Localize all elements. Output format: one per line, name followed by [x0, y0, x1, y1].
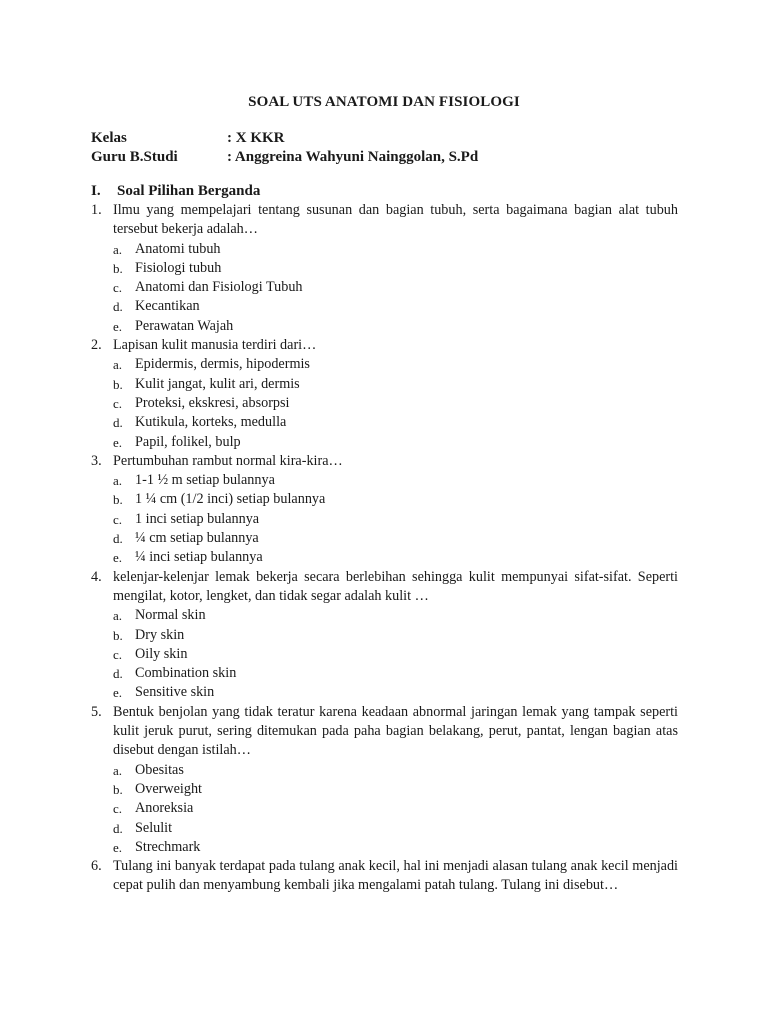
option-text: Papil, folikel, bulp — [135, 433, 241, 450]
question-text: Ilmu yang mempelajari tentang susunan dan bagian tubuh, serta bagaimana bagian alat tubuh tersebut bekerja adalah… — [113, 202, 678, 238]
option-text: 1 inci setiap bulannya — [135, 510, 260, 527]
option-text: Obesitas — [135, 761, 184, 778]
option-text: Perawatan Wajah — [135, 317, 234, 334]
option-letter: c. — [113, 280, 123, 296]
option-letter: b. — [113, 376, 123, 392]
option-text: Kutikula, korteks, medulla — [135, 414, 287, 431]
question-item — [91, 452, 678, 568]
answer-option — [113, 510, 678, 529]
option-letter: e. — [113, 434, 123, 450]
question-item — [91, 703, 678, 857]
option-text: Strechmark — [135, 838, 201, 855]
option-text: Anatomi dan Fisiologi Tubuh — [135, 279, 303, 296]
answer-option — [113, 471, 678, 490]
answer-option — [113, 683, 678, 702]
option-text: Normal skin — [135, 607, 206, 624]
answer-option — [113, 626, 678, 645]
option-text: Dry skin — [135, 626, 185, 643]
answer-option — [113, 819, 678, 838]
option-letter: e. — [113, 839, 123, 855]
option-text: Selulit — [135, 819, 173, 836]
document-title: SOAL UTS ANATOMI DAN FISIOLOGI — [248, 94, 520, 110]
option-letter: a. — [113, 241, 123, 257]
answer-option — [113, 799, 678, 818]
option-text: Kecantikan — [135, 298, 200, 315]
answer-option — [113, 375, 678, 394]
option-letter: b. — [113, 492, 123, 508]
section-number: I. — [91, 183, 101, 199]
option-text: 1-1 ½ m setiap bulannya — [135, 472, 275, 489]
option-letter: c. — [113, 646, 123, 662]
option-text: 1 ¼ cm (1/2 inci) setiap bulannya — [135, 491, 326, 508]
question-item — [91, 201, 678, 336]
answer-option — [113, 278, 678, 297]
option-list — [113, 355, 678, 451]
answer-option — [113, 240, 678, 259]
question-item — [91, 857, 678, 896]
option-letter: d. — [113, 299, 123, 315]
answer-option — [113, 606, 678, 625]
option-letter: a. — [113, 473, 123, 489]
option-list — [113, 240, 678, 336]
option-letter: d. — [113, 531, 123, 547]
question-number: 6. — [91, 858, 102, 875]
answer-option — [113, 413, 678, 432]
question-number: 1. — [91, 202, 102, 218]
answer-option — [113, 394, 678, 413]
answer-option — [113, 838, 678, 857]
option-letter: a. — [113, 762, 123, 778]
option-text: Combination skin — [135, 665, 237, 682]
option-text: Fisiologi tubuh — [135, 259, 222, 276]
answer-option — [113, 433, 678, 452]
answer-option — [113, 355, 678, 374]
option-list — [113, 471, 678, 567]
option-letter: d. — [113, 666, 123, 682]
option-text: Kulit jangat, kulit ari, dermis — [135, 375, 300, 392]
option-letter: d. — [113, 820, 123, 836]
question-text: Tulang ini banyak terdapat pada tulang anak kecil, hal ini menjadi alasan tulang anak kecil menjadi cepat pulih dan menyambung kembali jika mengalami patah tulang. Tulang ini disebut… — [113, 858, 678, 894]
option-letter: a. — [113, 608, 123, 624]
option-text: Sensitive skin — [135, 684, 215, 701]
answer-option — [113, 490, 678, 509]
answer-option — [113, 548, 678, 567]
option-text: Anatomi tubuh — [135, 240, 221, 257]
option-letter: a. — [113, 357, 123, 373]
question-list — [91, 201, 678, 896]
question-item — [91, 336, 678, 452]
question-text: Pertumbuhan rambut normal kira-kira… — [113, 452, 343, 469]
question-text: Lapisan kulit manusia terdiri dari… — [113, 337, 317, 354]
answer-option — [113, 317, 678, 336]
answer-option — [113, 259, 678, 278]
answer-option — [113, 297, 678, 316]
question-text: Bentuk benjolan yang tidak teratur karena keadaan abnormal jaringan lemak yang tampak seperti kulit jeruk purut, sering ditemukan pada paha bagian belakang, perut, pantat, lengan bagian atas disebut dengan istilah… — [113, 703, 678, 759]
option-letter: c. — [113, 801, 123, 817]
question-number: 3. — [91, 452, 102, 469]
option-letter: b. — [113, 781, 123, 797]
option-text: Oily skin — [135, 645, 188, 662]
option-letter: e. — [113, 550, 123, 566]
option-list — [113, 606, 678, 702]
option-text: Overweight — [135, 780, 202, 797]
answer-option — [113, 780, 678, 799]
question-number: 5. — [91, 703, 102, 720]
option-letter: e. — [113, 685, 123, 701]
option-text: Anoreksia — [135, 800, 194, 817]
question-number: 2. — [91, 337, 102, 354]
meta-label: Kelas — [91, 130, 127, 146]
question-item — [91, 568, 678, 703]
meta-label: Guru B.Studi — [91, 149, 178, 165]
option-letter: b. — [113, 627, 123, 643]
question-text: kelenjar-kelenjar lemak bekerja secara berlebihan sehingga kulit mempunyai sifat-sifat. Seperti mengilat, kotor, lengket, dan tidak segar adalah kulit … — [113, 568, 678, 604]
answer-option — [113, 645, 678, 664]
answer-option — [113, 664, 678, 683]
option-list — [113, 761, 678, 857]
option-text: Epidermis, dermis, hipodermis — [135, 356, 310, 373]
answer-option — [113, 529, 678, 548]
option-text: ¼ cm setiap bulannya — [135, 530, 259, 547]
meta-value: : Anggreina Wahyuni Nainggolan, S.Pd — [227, 149, 479, 165]
meta-value: : X KKR — [227, 130, 285, 146]
answer-option — [113, 761, 678, 780]
option-letter: e. — [113, 318, 123, 334]
section-title: Soal Pilihan Berganda — [117, 183, 261, 199]
option-letter: c. — [113, 511, 123, 527]
option-letter: c. — [113, 395, 123, 411]
option-letter: b. — [113, 260, 123, 276]
option-text: Proteksi, ekskresi, absorpsi — [135, 394, 290, 411]
option-letter: d. — [113, 415, 123, 431]
option-text: ¼ inci setiap bulannya — [135, 549, 263, 566]
question-number: 4. — [91, 568, 102, 585]
